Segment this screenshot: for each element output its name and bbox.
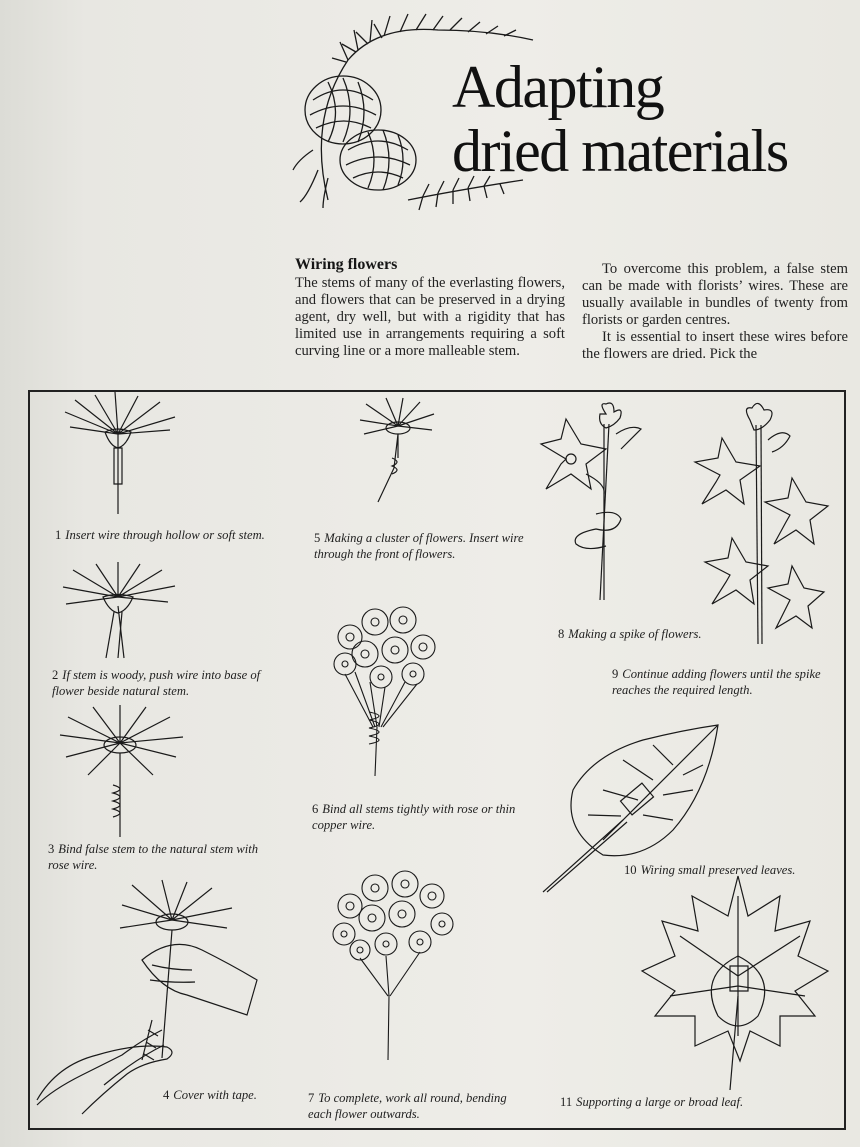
caption-number: 8 [558, 627, 565, 641]
caption-5 [314, 530, 539, 562]
completed-flower-cluster-illustration-7 [330, 866, 455, 1062]
caption-text: Cover with tape. [173, 1088, 257, 1102]
title-line-2: dried materials [452, 118, 788, 184]
caption-6 [312, 801, 532, 833]
section-heading: Wiring flowers [295, 256, 398, 273]
caption-text: Continue adding flowers until the spike reaches the required length. [612, 667, 821, 697]
caption-8 [558, 626, 758, 642]
page-title [452, 55, 852, 183]
text-column-1 [295, 275, 565, 360]
flower-bind-stem-illustration-3 [58, 705, 188, 840]
caption-text: Bind false stem to the natural stem with rose wire. [48, 842, 259, 872]
col2-paragraph-2: It is essential to insert these wires before the flowers are dried. Pick the [582, 329, 848, 362]
bound-flower-cluster-illustration-6 [325, 592, 440, 778]
caption-4 [163, 1087, 283, 1103]
caption-number: 6 [312, 802, 319, 816]
caption-number: 1 [55, 528, 62, 542]
flower-cluster-wire-illustration-5 [358, 398, 438, 506]
caption-number: 2 [52, 668, 59, 682]
caption-text: Bind all stems tightly with rose or thin copper wire. [312, 802, 516, 832]
caption-text: Insert wire through hollow or soft stem. [65, 528, 265, 542]
flower-woody-stem-illustration-2 [58, 562, 178, 662]
caption-7 [308, 1090, 508, 1122]
caption-3 [48, 841, 273, 873]
text-column-2 [582, 261, 848, 363]
caption-11 [560, 1094, 810, 1110]
caption-text: To complete, work all round, bending each flower outwards. [308, 1091, 507, 1121]
caption-number: 11 [560, 1095, 573, 1109]
caption-2 [52, 667, 287, 699]
caption-number: 7 [308, 1091, 315, 1105]
flower-wire-stem-illustration-1 [60, 392, 180, 517]
flower-spike-illustration-8 [536, 404, 644, 600]
col2-paragraph-1: To overcome this problem, a false stem can be made with florists’ wires. These are usually available in bundles of twenty from florists or garden centres. [582, 261, 848, 328]
caption-number: 9 [612, 667, 619, 681]
caption-text: Wiring small preserved leaves. [640, 863, 796, 877]
caption-text: If stem is woody, push wire into base of flower beside natural stem. [52, 668, 261, 698]
caption-text: Supporting a large or broad leaf. [576, 1095, 744, 1109]
hands-taping-stem-illustration-4 [32, 880, 267, 1120]
flower-spike-extended-illustration-9 [690, 400, 830, 646]
caption-number: 4 [163, 1088, 170, 1102]
caption-number: 10 [624, 863, 637, 877]
caption-1 [55, 527, 280, 543]
title-line-1: Adapting [452, 54, 664, 120]
col1-paragraph: The stems of many of the everlasting flowers, and flowers that can be preserved in a drying agent, dry well, but with a rigidity that has limited use in arrangements requiring a soft curving line or a more malleable stem. [295, 275, 565, 359]
caption-number: 3 [48, 842, 55, 856]
supported-broad-leaf-illustration-11 [640, 876, 830, 1091]
caption-number: 5 [314, 531, 321, 545]
caption-text: Making a spike of flowers. [568, 627, 702, 641]
caption-9 [612, 666, 832, 698]
caption-text: Making a cluster of flowers. Insert wire through the front of flowers. [314, 531, 524, 561]
caption-10 [624, 862, 834, 878]
